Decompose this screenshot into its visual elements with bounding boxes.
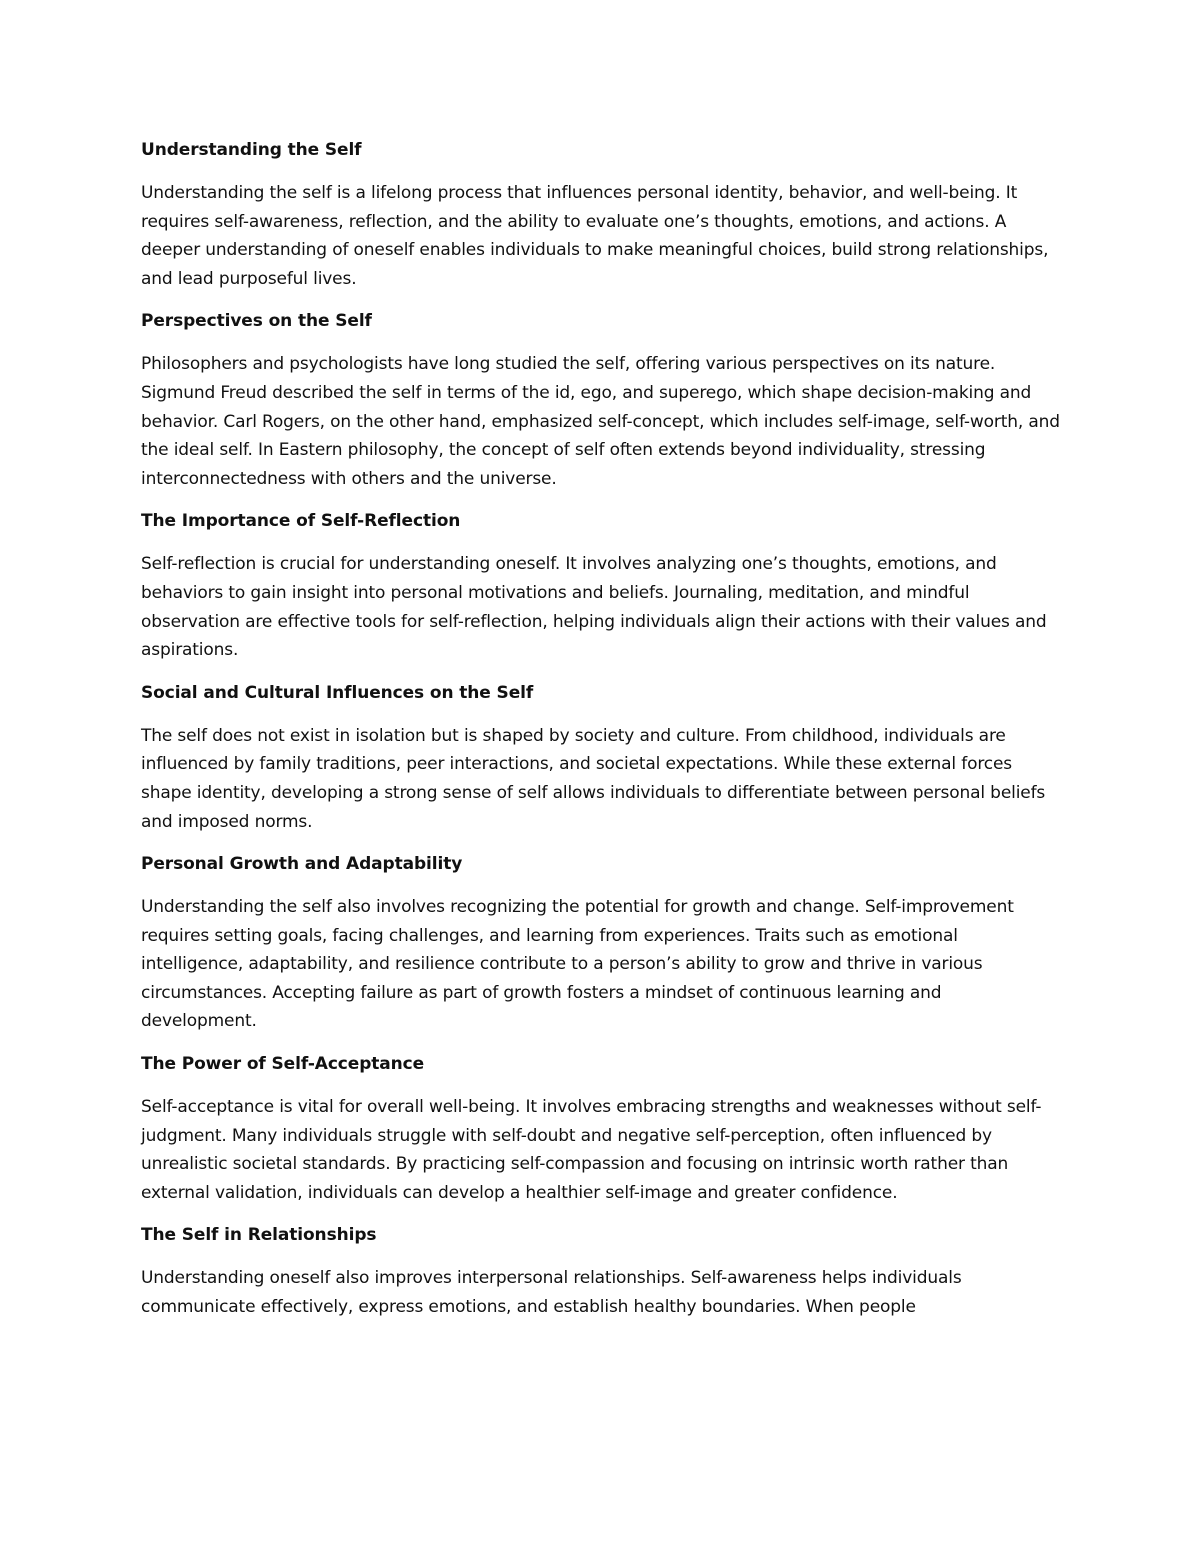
- section-body-self-in-relationships: Understanding oneself also improves interpersonal relationships. Self-awareness helps individuals communicate effectively, express emotions, and establish healthy boundaries. When people: [141, 1268, 962, 1318]
- section-body-perspectives-on-the-self: Philosophers and psychologists have long studied the self, offering various perspectives on its nature. Sigmund Freud described the self in terms of the id, ego, and superego, which shape decision-making and behavior. Carl Rogers, on the other hand, emphasized self-concept, which includes self-image, self-worth, and the ideal self. In Eastern philosophy, the concept of self often extends beyond individuality, stressing interconnectedness with others and the universe.: [141, 354, 1060, 489]
- section-heading-importance-of-self-reflection: The Importance of Self-Reflection: [141, 511, 461, 532]
- section-heading-understanding-the-self: Understanding the Self: [141, 140, 362, 160]
- section-body-understanding-the-self: Understanding the self is a lifelong process that influences personal identity, behavior, and well-being. It requires self-awareness, reflection, and the ability to evaluate one’s thoughts, emotions, and actions. A deeper understanding of oneself enables individuals to make meaningful choices, build strong relationships, and lead purposeful lives.: [141, 183, 1049, 289]
- section-heading-power-of-self-acceptance: The Power of Self-Acceptance: [141, 1054, 425, 1075]
- section-heading-social-and-cultural-influences: Social and Cultural Influences on the Self: [141, 682, 534, 703]
- section-heading-perspectives-on-the-self: Perspectives on the Self: [141, 311, 372, 332]
- section-body-social-and-cultural-influences: The self does not exist in isolation but is shaped by society and culture. From childhood, individuals are influenced by family traditions, peer interactions, and societal expectations. While these external forces shape identity, developing a strong sense of self allows individuals to differentiate between personal beliefs and imposed norms.: [141, 725, 1046, 832]
- section-heading-self-in-relationships: The Self in Relationships: [141, 1225, 377, 1246]
- section-heading-personal-growth: Personal Growth and Adaptability: [141, 854, 463, 875]
- section-body-power-of-self-acceptance: Self-acceptance is vital for overall well-being. It involves embracing strengths and weaknesses without self-judgment. Many individuals struggle with self-doubt and negative self-perception, often influenced by unrealistic societal standards. By practicing self-compassion and focusing on intrinsic worth rather than external validation, individuals can develop a healthier self-image and greater confidence.: [141, 1097, 1042, 1203]
- document-page: [141, 136, 1061, 1336]
- section-body-importance-of-self-reflection: Self-reflection is crucial for understanding oneself. It involves analyzing one’s thoughts, emotions, and behaviors to gain insight into personal motivations and beliefs. Journaling, meditation, and mindful observation are effective tools for self-reflection, helping individuals align their actions with their values and aspirations.: [141, 554, 1047, 661]
- section-body-personal-growth: Understanding the self also involves recognizing the potential for growth and change. Self-improvement requires setting goals, facing challenges, and learning from experiences. Traits such as emotional intelligence, adaptability, and resilience contribute to a person’s ability to grow and thrive in various circumstances. Accepting failure as part of growth fosters a mindset of continuous learning and development.: [141, 897, 1014, 1032]
